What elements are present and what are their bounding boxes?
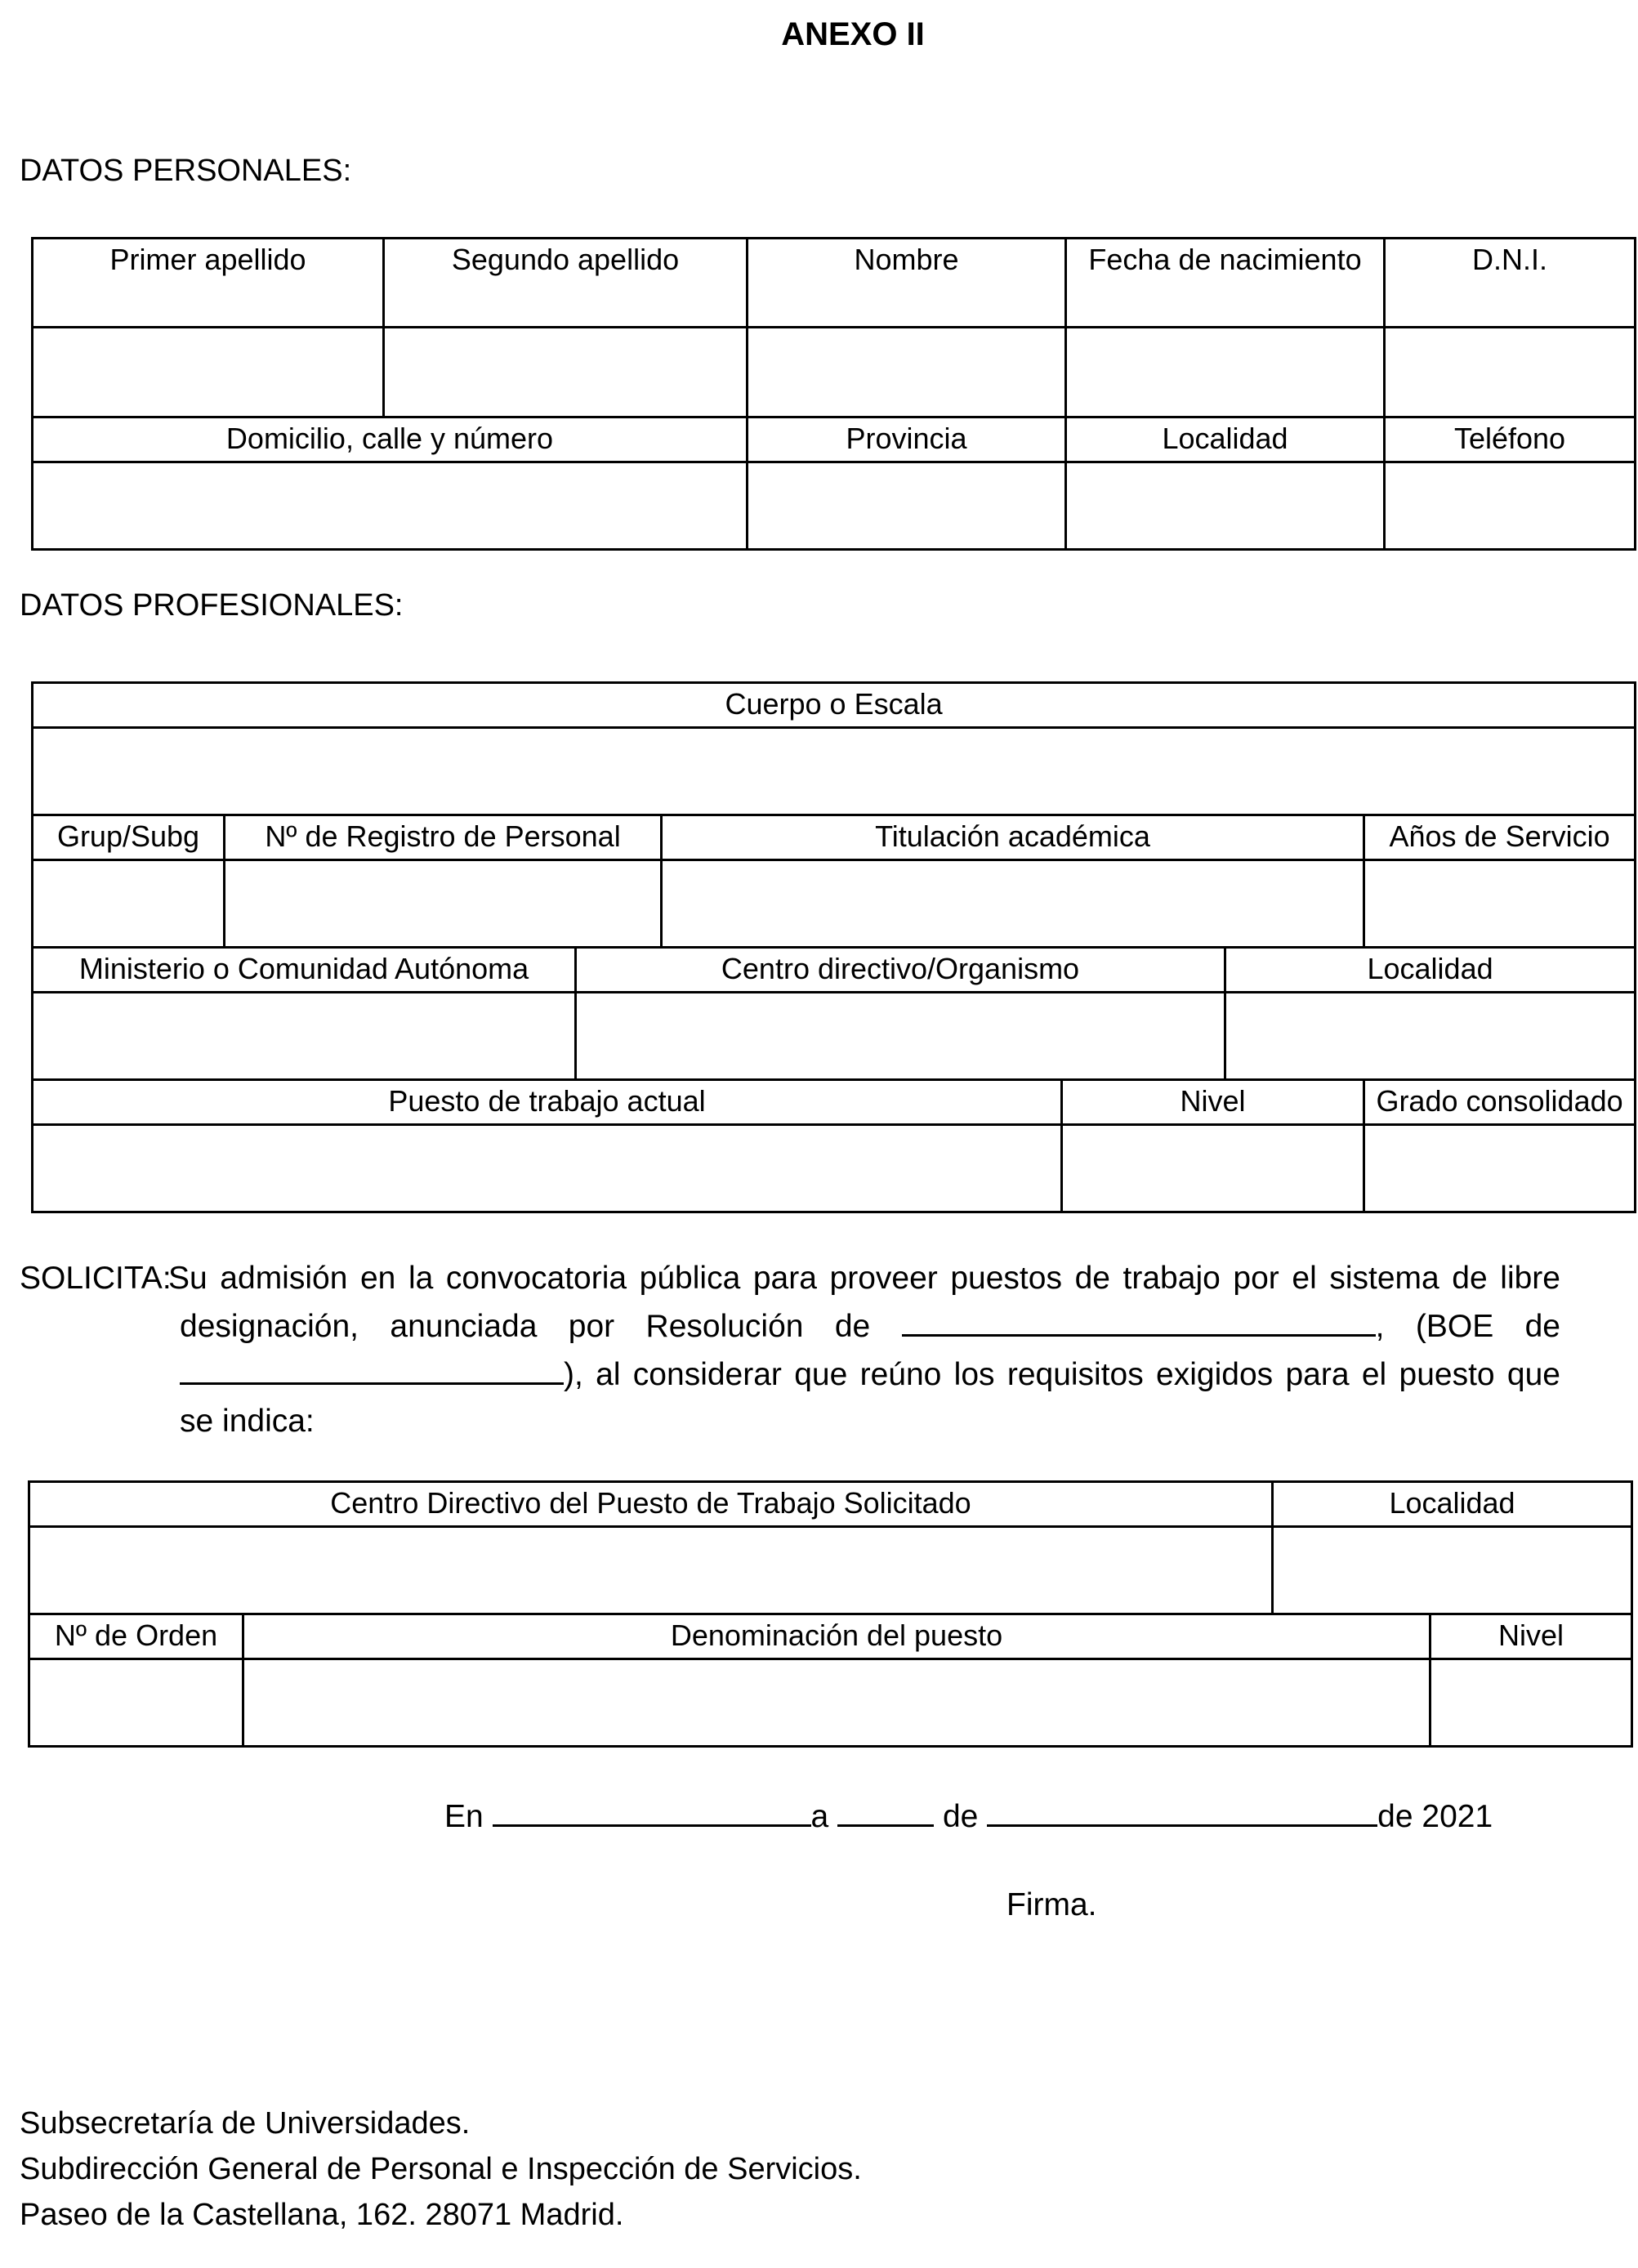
field-anos-servicio[interactable] [1364,860,1636,948]
label-provincia: Provincia [748,417,1066,462]
label-nivel-puesto: Nivel [1430,1614,1632,1659]
requested-post-table [28,1480,1633,1748]
field-numero-orden[interactable] [29,1659,243,1747]
label-numero-orden: Nº de Orden [29,1614,243,1659]
field-nivel[interactable] [1062,1125,1364,1212]
label-localidad: Localidad [1066,417,1385,462]
label-nombre: Nombre [748,239,1066,328]
field-localidad-puesto[interactable] [1273,1527,1632,1614]
label-localidad-prof: Localidad [1225,948,1636,993]
month-blank[interactable] [987,1792,1377,1827]
day-blank[interactable] [837,1792,934,1827]
field-titulacion[interactable] [662,860,1364,948]
solicita-paragraph [168,1255,1561,1444]
field-telefono[interactable] [1385,462,1636,550]
field-cuerpo-escala[interactable] [33,728,1636,815]
label-localidad-puesto: Localidad [1273,1482,1632,1527]
signature-label: Firma. [1006,1887,1097,1922]
document-title: ANEXO II [781,16,925,52]
section-heading-profesionales: DATOS PROFESIONALES: [20,588,404,623]
label-puesto-actual: Puesto de trabajo actual [33,1080,1062,1125]
label-registro-personal: Nº de Registro de Personal [225,815,662,860]
solicita-text-1: Su admisión en la convocatoria pública para proveer puestos de trabajo por el sistema de libre designación, anunciada por Resolución de [168,1261,1560,1344]
field-domicilio[interactable] [33,462,748,550]
label-primer-apellido: Primer apellido [33,239,384,328]
field-nivel-puesto[interactable] [1430,1659,1632,1747]
field-centro-directivo[interactable] [576,993,1225,1080]
label-centro-directivo: Centro directivo/Organismo [576,948,1225,993]
label-centro-puesto-solicitado: Centro Directivo del Puesto de Trabajo Solicitado [29,1482,1273,1527]
label-domicilio: Domicilio, calle y número [33,417,748,462]
field-registro-personal[interactable] [225,860,662,948]
section-heading-personales: DATOS PERSONALES: [20,154,352,188]
date-line [444,1792,1493,1835]
boe-blank[interactable] [180,1350,564,1385]
label-telefono: Teléfono [1385,417,1636,462]
field-ministerio[interactable] [33,993,576,1080]
field-primer-apellido[interactable] [33,328,384,417]
date-de-label: de [942,1799,979,1834]
field-puesto-actual[interactable] [33,1125,1062,1212]
field-segundo-apellido[interactable] [384,328,748,417]
label-fecha-nacimiento: Fecha de nacimiento [1066,239,1385,328]
personal-data-table [31,237,1636,551]
label-ministerio: Ministerio o Comunidad Autónoma [33,948,576,993]
date-year: de 2021 [1377,1799,1493,1834]
label-denominacion-puesto: Denominación del puesto [243,1614,1430,1659]
field-fecha-nacimiento[interactable] [1066,328,1385,417]
label-segundo-apellido: Segundo apellido [384,239,748,328]
footer-line-3: Paseo de la Castellana, 162. 28071 Madrid. [20,2198,624,2232]
resolucion-blank[interactable] [902,1301,1376,1337]
label-dni: D.N.I. [1385,239,1636,328]
field-denominacion-puesto[interactable] [243,1659,1430,1747]
field-nombre[interactable] [748,328,1066,417]
footer-line-1: Subsecretaría de Universidades. [20,2106,471,2141]
label-nivel: Nivel [1062,1080,1364,1125]
label-grado-consolidado: Grado consolidado [1364,1080,1636,1125]
footer-line-2: Subdirección General de Personal e Inspección de Servicios. [20,2152,862,2186]
place-blank[interactable] [493,1792,811,1827]
label-grup-subg: Grup/Subg [33,815,225,860]
solicita-label: SOLICITA: [20,1261,172,1296]
field-grup-subg[interactable] [33,860,225,948]
field-localidad-prof[interactable] [1225,993,1636,1080]
label-titulacion: Titulación académica [662,815,1364,860]
date-en-label: En [444,1799,484,1834]
label-anos-servicio: Años de Servicio [1364,815,1636,860]
field-provincia[interactable] [748,462,1066,550]
field-dni[interactable] [1385,328,1636,417]
field-localidad[interactable] [1066,462,1385,550]
solicita-text-2: , (BOE de [1375,1309,1561,1344]
field-grado-consolidado[interactable] [1364,1125,1636,1212]
label-cuerpo-escala: Cuerpo o Escala [33,683,1636,728]
professional-data-table [31,681,1636,1213]
date-a-label: a [810,1799,829,1834]
field-centro-puesto-solicitado[interactable] [29,1527,1273,1614]
solicita-text-3: ), al considerar que reúno los requisitos exigidos para el puesto que se indica: [180,1357,1560,1439]
